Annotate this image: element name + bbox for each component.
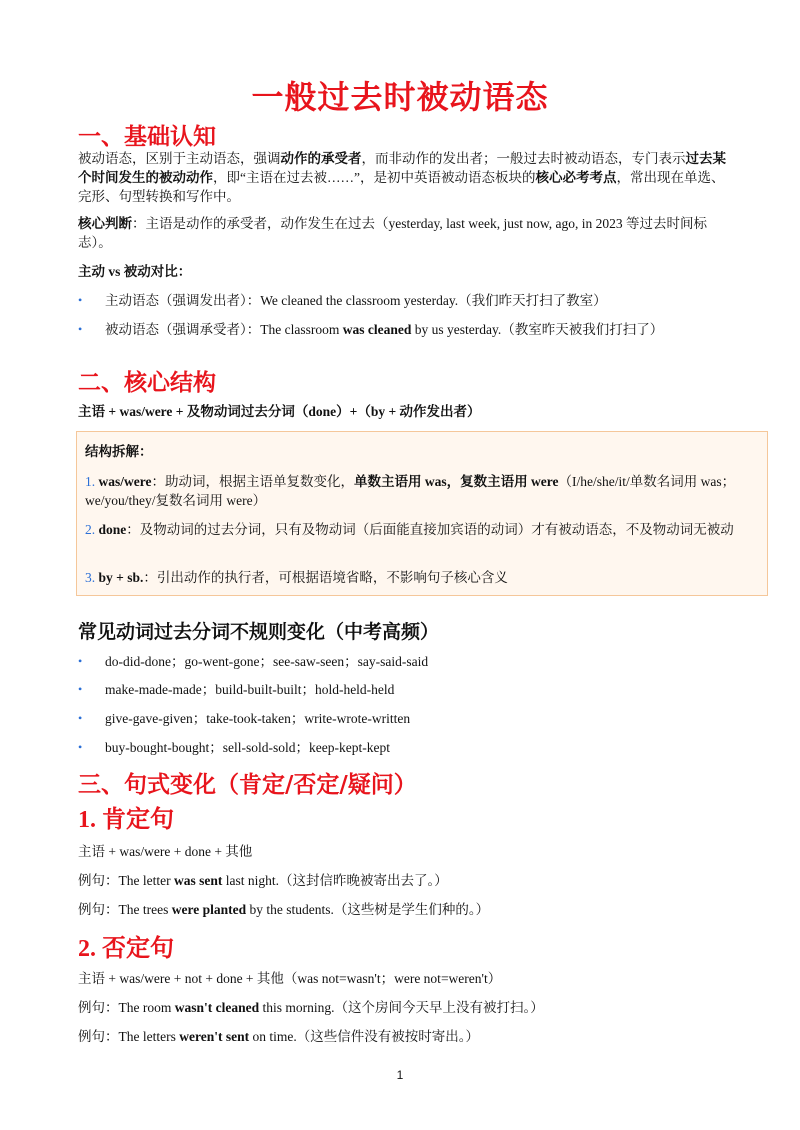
emphasized-text: by + sb. <box>98 570 144 585</box>
subheading-affirmative: 1. 肯定句 <box>78 807 174 833</box>
irregular-verbs: do-did-done；go-went-gone；see-saw-seen；say-said-said <box>105 654 429 669</box>
irregular-verbs: give-gave-given；take-took-taken；write-wrote-written <box>105 711 411 726</box>
compare-passive <box>105 322 663 337</box>
structure-formula: 主语 + was/were + 及物动词过去分词（done）+（by + 动作发出者） <box>78 404 481 419</box>
irregular-heading: 常见动词过去分词不规则变化（中考高频） <box>78 621 440 643</box>
text-run: ：引出动作的执行者，可根据语境省略，不影响句子核心含义 <box>143 570 508 585</box>
text-run: 例句：The letter <box>78 873 174 888</box>
text-run: ，即“主语在过去被……”，是初中英语被动语态板块的 <box>213 170 536 185</box>
emphasized-text: 单数主语用 was，复数主语用 were <box>354 474 559 489</box>
breakdown-item-1 <box>85 472 757 510</box>
emphasized-text: was cleaned <box>342 322 412 337</box>
negative-formula: 主语 + was/were + not + done + 其他（was not=wasn't；were not=weren't） <box>78 971 502 986</box>
emphasized-text: 核心判断 <box>78 216 132 231</box>
example-sentence <box>78 900 489 919</box>
structure-breakdown-box <box>76 431 768 596</box>
text-run: by us yesterday.（教室昨天被我们打扫了） <box>411 322 664 337</box>
emphasized-text: 动作的承受者 <box>280 151 362 166</box>
example-sentence <box>78 998 544 1017</box>
list-item <box>78 709 411 728</box>
item-number: 2. <box>85 522 96 537</box>
page-number: 1 <box>396 1068 404 1082</box>
text-run: last night.（这封信昨晚被寄出去了。） <box>222 873 448 888</box>
text-run: 例句：The letters <box>78 1029 180 1044</box>
emphasized-text: were planted <box>171 902 247 917</box>
list-item <box>78 738 390 757</box>
section-heading-structure: 二、核心结构 <box>78 370 216 396</box>
section-heading-basics: 一、基础认知 <box>78 124 216 150</box>
irregular-verbs: make-made-made；build-built-built；hold-held-held <box>105 682 395 697</box>
text-run: 例句：The trees <box>78 902 172 917</box>
text-run: ：主语是动作的承受者，动作发生在过去（yesterday, last week, just now, ago, in 2023 等过去时间标志）。 <box>78 216 707 250</box>
core-judgement <box>78 214 726 252</box>
emphasized-text: wasn't cleaned <box>174 1000 260 1015</box>
emphasized-text: was sent <box>173 873 223 888</box>
example-sentence <box>78 1027 479 1046</box>
item-number: 3. <box>85 570 96 585</box>
bullet-icon: • <box>78 293 83 307</box>
bullet-icon: • <box>78 740 83 754</box>
compare-active <box>105 293 607 308</box>
example-sentence <box>78 871 448 890</box>
list-item <box>78 652 429 671</box>
emphasized-text: weren't sent <box>179 1029 250 1044</box>
item-text <box>85 474 735 508</box>
intro-paragraph <box>78 149 726 206</box>
subheading-negative: 2. 否定句 <box>78 936 174 962</box>
page-title: 一般过去时被动语态 <box>251 78 549 116</box>
bullet-icon: • <box>78 711 83 725</box>
breakdown-item-2 <box>85 520 757 539</box>
emphasized-text: 核心必考考点 <box>535 170 617 185</box>
box-title: 结构拆解： <box>85 444 153 459</box>
text-run: on time.（这些信件没有被按时寄出。） <box>249 1029 479 1044</box>
text-run: 主动语态（强调发出者）：We cleaned the classroom yesterday.（我们昨天打扫了教室） <box>105 293 607 308</box>
list-item <box>78 291 725 310</box>
breakdown-item-3 <box>85 568 757 587</box>
item-text <box>99 570 508 585</box>
emphasized-text: was/were <box>98 474 152 489</box>
emphasized-text: done <box>98 522 127 537</box>
item-number: 1. <box>85 474 96 489</box>
affirmative-formula: 主语 + was/were + done + 其他 <box>78 844 253 859</box>
text-run: by the students.（这些树是学生们种的。） <box>246 902 490 917</box>
compare-title: 主动 vs 被动对比： <box>78 264 192 279</box>
bullet-icon: • <box>78 682 83 696</box>
text-run: 例句：The room <box>78 1000 175 1015</box>
text-run: this morning.（这个房间今天早上没有被打扫。） <box>259 1000 544 1015</box>
text-run: ：助动词，根据主语单复数变化， <box>151 474 354 489</box>
text-run: ：及物动词的过去分词，只有及物动词（后面能直接加宾语的动词）才有被动语态，不及物动词无被动 <box>126 522 734 537</box>
item-text <box>99 522 734 537</box>
emphasized-text: 过去某个时间发生的被动动作 <box>78 151 726 185</box>
text-run: 被动语态（强调承受者）：The classroom <box>105 322 343 337</box>
text-run: ，常出现在单选、完形、句型转换和写作中。 <box>78 170 725 204</box>
text-run: （I/he/she/it/单数名词用 was；we/you/they/复数名词用 were） <box>85 474 736 508</box>
section-heading-sentence-forms: 三、句式变化（肯定/否定/疑问） <box>78 772 417 798</box>
list-item <box>78 320 725 339</box>
bullet-icon: • <box>78 322 83 336</box>
text-run: 被动语态，区别于主动语态，强调 <box>78 151 281 166</box>
text-run: ，而非动作的发出者；一般过去时被动语态，专门表示 <box>361 151 686 166</box>
list-item <box>78 680 395 699</box>
irregular-verbs: buy-bought-bought；sell-sold-sold；keep-kept-kept <box>105 740 390 755</box>
bullet-icon: • <box>78 654 83 668</box>
